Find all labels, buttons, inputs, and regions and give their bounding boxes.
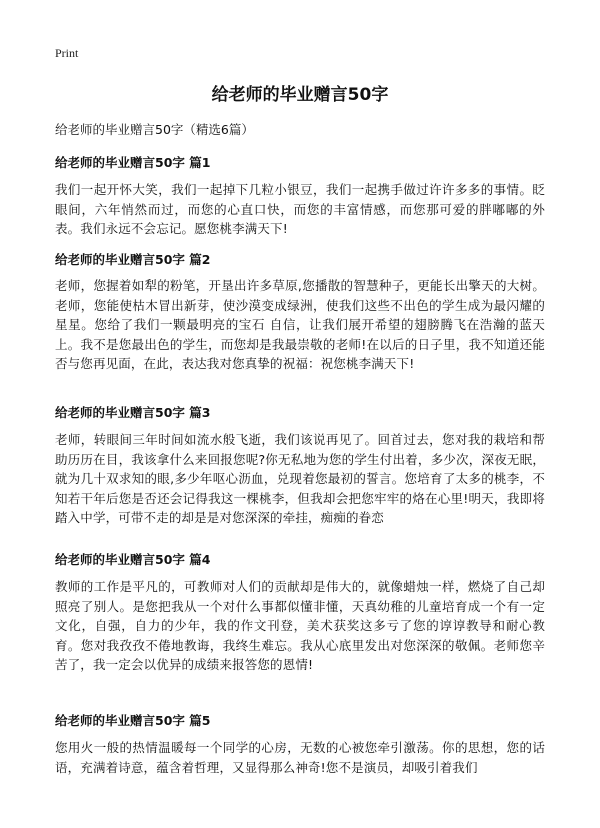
section-heading: 给老师的毕业赠言50字 篇3 bbox=[55, 405, 211, 420]
section-body: 教师的工作是平凡的，可教师对人们的贡献却是伟大的，就像蜡烛一样，燃烧了自己却照亮了别人。是您把我从一个对什么事都似懂非懂，天真幼稚的儿童培育成一个有一定文化，自强，自力的少年，我的作文刊登，美术获奖这多亏了您的谆谆教导和耐心教育。您对我孜孜不倦地教诲，我终生难忘。我从心底里发出对您深深的敬佩。老师您辛苦了，我一定会以优异的成绩来报答您的恩情! bbox=[55, 579, 545, 672]
section-heading: 给老师的毕业赠言50字 篇1 bbox=[55, 155, 211, 170]
section-heading: 给老师的毕业赠言50字 篇2 bbox=[55, 252, 211, 267]
page-title: 给老师的毕业赠言50字 bbox=[211, 85, 389, 105]
section-body: 老师，转眼间三年时间如流水般飞逝，我们该说再见了。回首过去，您对我的栽培和帮助历历在目，我该拿什么来回报您呢?你无私地为您的学生付出着，多少次，深夜无眠，就为几十双求知的眼,多少年呕心沥血，兑现着您最初的誓言。您培育了太多的桃李，不知若干年后您是否还会记得我这一棵桃李，但我却会把您牢牢的烙在心里!明天，我即将踏入中学，可带不走的却是是对您深深的牵挂，痴痴的眷恋 bbox=[55, 432, 545, 525]
section-body: 我们一起开怀大笑，我们一起掉下几粒小银豆，我们一起携手做过许许多多的事情。眨眼间，六年悄然而过，而您的心直口快，而您的丰富情感，而您那可爱的胖嘟嘟的外表。我们永远不会忘记。愿您桃李满天下! bbox=[55, 182, 545, 236]
section-heading: 给老师的毕业赠言50字 篇4 bbox=[55, 552, 211, 567]
document-subtitle: 给老师的毕业赠言50字（精选6篇） bbox=[55, 122, 254, 137]
section-body: 您用火一般的热情温暖每一个同学的心房，无数的心被您牵引激荡。你的思想，您的话语，充满着诗意，蕴含着哲理，又显得那么神奇!您不是演员，却吸引着我们 bbox=[55, 740, 545, 775]
section-body: 老师，您握着如犁的粉笔，开垦出许多草原,您播散的智慧种子，更能长出擎天的大树。老师，您能使枯木冒出新芽，使沙漠变成绿洲，使我们这些不出色的学生成为最闪耀的星星。您给了我们一颗最明亮的宝石 自信，让我们展开希望的翅膀腾飞在浩瀚的蓝天上。我不是您最出色的学生，而您却是我最崇敬的老师!在以后的日子里，我不知道还能否与您再见面，在此，表达我对您真挚的祝福：祝您桃李满天下! bbox=[55, 278, 545, 371]
section-heading: 给老师的毕业赠言50字 篇5 bbox=[55, 713, 211, 728]
print-link[interactable]: Print bbox=[55, 46, 79, 60]
